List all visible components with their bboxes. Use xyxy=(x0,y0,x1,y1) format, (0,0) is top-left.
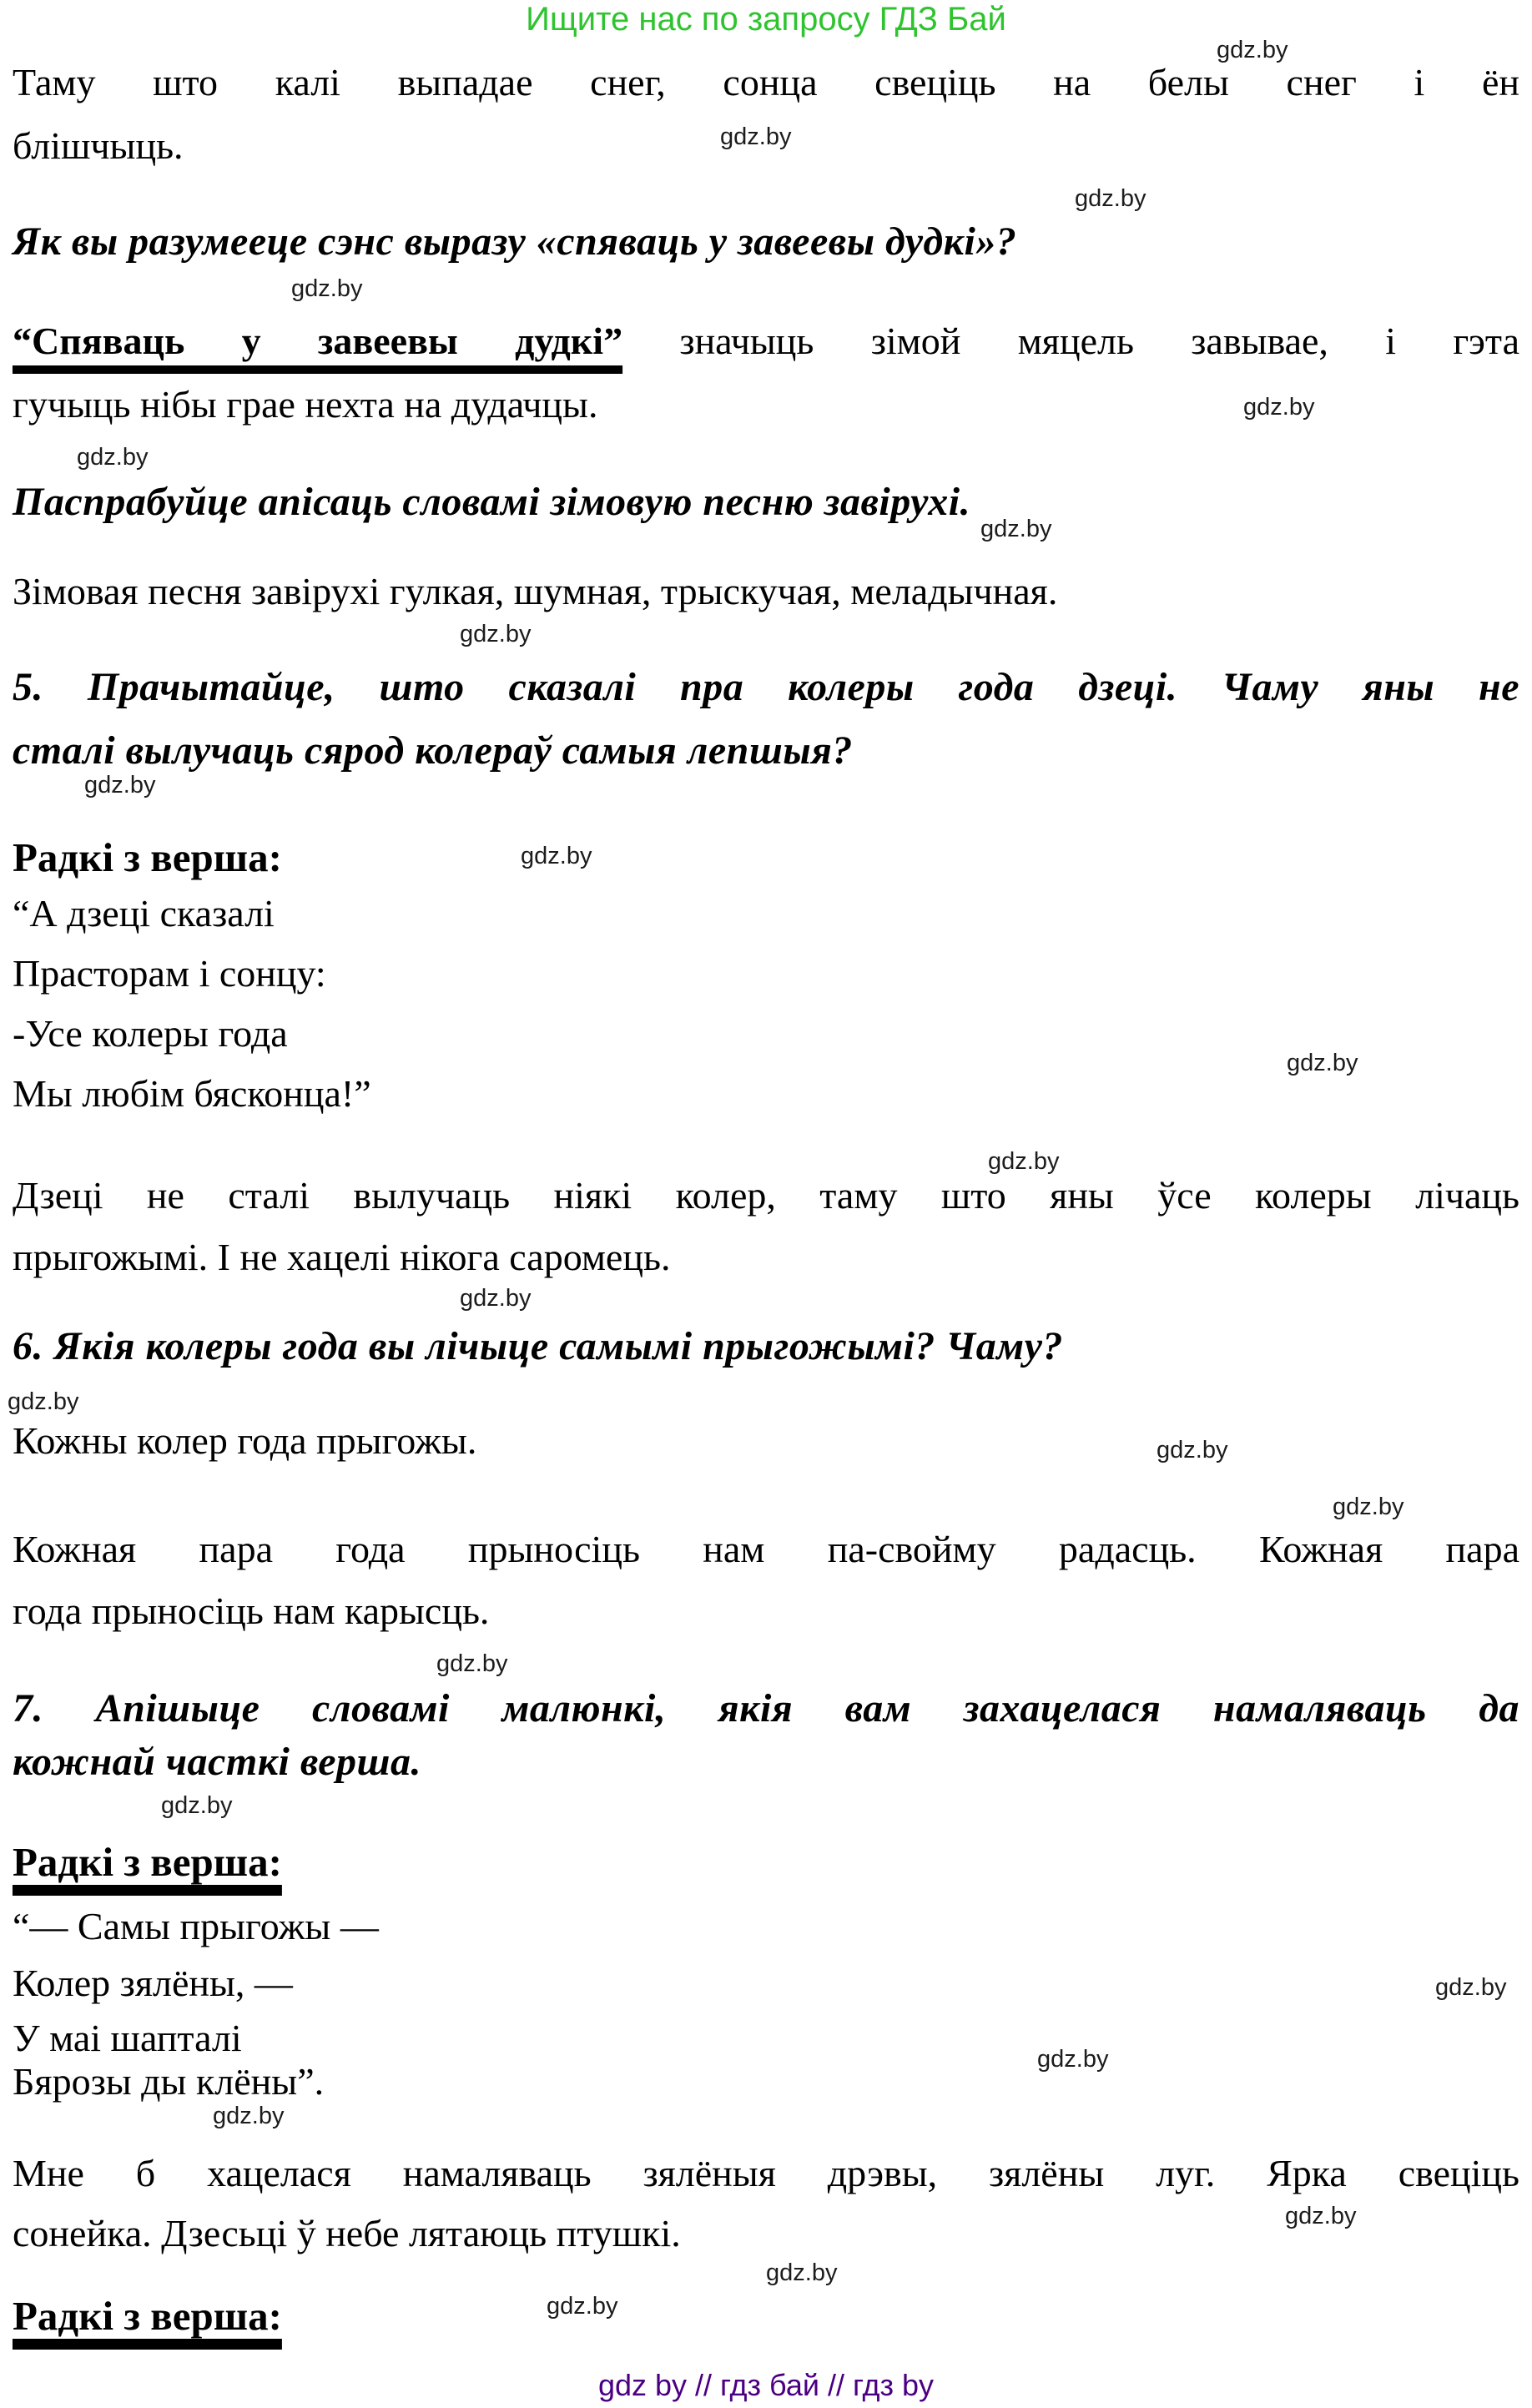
gdz-watermark: gdz.by xyxy=(1435,1974,1507,2001)
answer7-line1: Мне б хацелася намаляваць зялёныя дрэвы, зялёны луг. Ярка свеціць xyxy=(13,2152,1519,2194)
gdz-watermark: gdz.by xyxy=(980,516,1052,542)
question6: 6. Якія колеры года вы лічыце самымі прыгожымі? Чаму? xyxy=(13,1324,1063,1368)
gdz-watermark: gdz.by xyxy=(547,2293,618,2320)
radki-label-2 xyxy=(13,1839,1519,1886)
site-footer: gdz by // гдз бай // гдз by xyxy=(597,2368,935,2402)
gdz-watermark: gdz.by xyxy=(1285,2203,1357,2229)
answer5-line1: Дзеці не сталі вылучаць ніякі колер, таму што яны ўсе колеры лічаць xyxy=(13,1174,1519,1217)
underlined-quote: “Спяваць у завеевы дудкі” xyxy=(13,320,623,362)
answer6b-line1: Кожная пара года прыносіць нам па-свойму радасць. Кожная пара xyxy=(13,1528,1519,1570)
poem1-line1: “А дзеці сказалі xyxy=(13,892,275,934)
gdz-watermark: gdz.by xyxy=(1075,185,1146,212)
radki-label-2-text: Радкі з верша: xyxy=(13,1839,282,1885)
gdz-watermark: gdz.by xyxy=(1217,37,1288,63)
answer6a: Кожны колер года прыгожы. xyxy=(13,1419,477,1462)
question7-line1: 7. Апішыце словамі малюнкі, якія вам захацелася намаляваць да xyxy=(13,1686,1519,1730)
gdz-watermark: gdz.by xyxy=(988,1148,1060,1175)
radki-label-3 xyxy=(13,2293,1519,2340)
gdz-watermark: gdz.by xyxy=(766,2259,838,2286)
gdz-watermark: gdz.by xyxy=(521,843,592,869)
gdz-watermark: gdz.by xyxy=(77,444,149,471)
gdz-watermark: gdz.by xyxy=(720,123,792,150)
gdz-watermark: gdz.by xyxy=(460,621,532,647)
answer7-line2: сонейка. Дзесьці ў небе лятаюць птушкі. xyxy=(13,2212,681,2254)
poem1-line4: Мы любім бясконца!” xyxy=(13,1072,371,1115)
poem1-line3: -Усе колеры года xyxy=(13,1012,288,1055)
answer-snow-line1: Таму што калі выпадае снег, сонца свеціць на белы снег і ён xyxy=(13,61,1519,103)
answer-spavac-rest: значыць зімой мяцель завывае, і гэта xyxy=(622,320,1520,362)
poem2-line1: “— Самы прыгожы — xyxy=(13,1905,379,1947)
poem2-line2: Колер зялёны, — xyxy=(13,1962,293,2004)
poem2-line4: Бярозы ды клёны”. xyxy=(13,2060,325,2103)
question-pasprabuyce: Паспрабуйце апісаць словамі зімовую песню завірухі. xyxy=(13,480,971,524)
answer-pesnya: Зімовая песня завірухі гулкая, шумная, трыскучая, меладычная. xyxy=(13,570,1058,612)
radki-label-3-text: Радкі з верша: xyxy=(13,2293,282,2339)
gdz-watermark: gdz.by xyxy=(8,1388,79,1415)
gdz-watermark: gdz.by xyxy=(291,275,363,302)
gdz-watermark: gdz.by xyxy=(1157,1437,1228,1463)
gdz-watermark: gdz.by xyxy=(1037,2046,1109,2073)
answer-snow-line2: блішчыць. xyxy=(13,124,184,167)
poem1-line2: Прасторам і сонцу: xyxy=(13,952,326,995)
gdz-watermark: gdz.by xyxy=(84,772,156,798)
question-spavac: Як вы разумееце сэнс выразу «спяваць у завеевы дудкі»? xyxy=(13,219,1017,264)
gdz-watermark: gdz.by xyxy=(1287,1050,1358,1076)
gdz-watermark: gdz.by xyxy=(436,1650,508,1677)
question5-line1: 5. Прачытайце, што сказалі пра колеры года дзеці. Чаму яны не xyxy=(13,665,1519,709)
answer6b-line2: года прыносіць нам карысць. xyxy=(13,1589,490,1632)
poem2-line3: У маі шапталі xyxy=(13,2017,242,2059)
gdz-watermark: gdz.by xyxy=(1333,1494,1404,1520)
gdz-watermark: gdz.by xyxy=(1243,394,1315,421)
gdz-watermark: gdz.by xyxy=(213,2103,285,2129)
answer5-line2: прыгожымі. І не хацелі нікога саромець. xyxy=(13,1236,671,1278)
radki-label-1: Радкі з верша: xyxy=(13,834,282,880)
promo-header: Ищите нас по запросу ГДЗ Бай xyxy=(526,1,1006,38)
question7-line2: кожнай часткі верша. xyxy=(13,1740,421,1784)
answer-spavac-line1 xyxy=(13,319,1519,364)
gdz-watermark: gdz.by xyxy=(460,1285,532,1312)
answer-spavac-line2: гучыць нібы грае нехта на дудачцы. xyxy=(13,383,598,426)
gdz-watermark: gdz.by xyxy=(161,1792,233,1819)
question5-line2: сталі вылучаць сярод колераў самыя лепшыя? xyxy=(13,728,853,773)
